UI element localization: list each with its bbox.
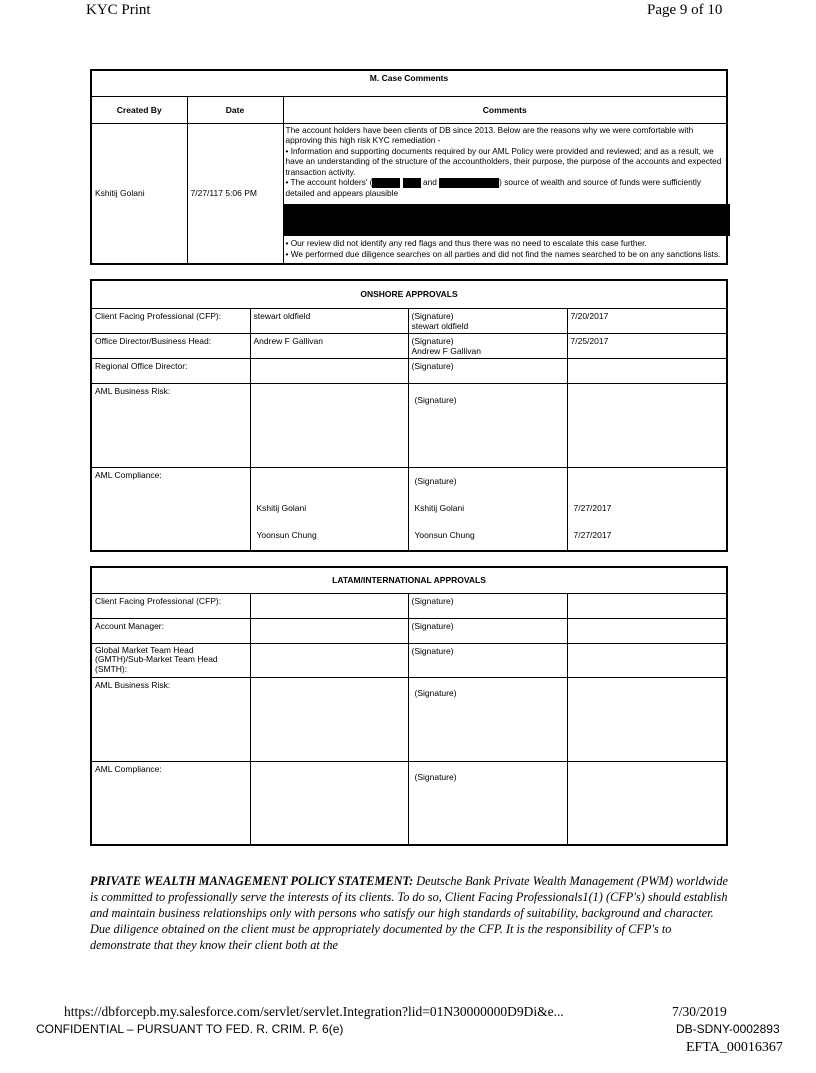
document-title: KYC Print — [86, 2, 151, 18]
approval-row — [91, 677, 727, 761]
signature-label: (Signature) — [408, 358, 567, 383]
approval-row — [91, 761, 727, 845]
approver-name — [250, 761, 408, 845]
approval-date: 7/25/2017 — [567, 333, 727, 358]
comment-bullet-wealth-c: ) source of wealth and source of funds were sufficiently detailed and appears plausible — [285, 177, 702, 198]
column-created-by: Created By — [91, 96, 187, 123]
policy-statement — [90, 873, 730, 953]
approval-row — [91, 383, 727, 467]
comment-intro: The account holders have been clients of DB since 2013. Below are the reasons why we were comfortable with approving this high risk KYC remediation - — [285, 124, 694, 145]
approval-date — [567, 383, 727, 467]
onshore-approvals-table — [90, 279, 728, 552]
latam-title: LATAM/INTERNATIONAL APPROVALS — [91, 567, 727, 593]
column-comments: Comments — [283, 96, 727, 123]
approval-row — [91, 618, 727, 643]
approval-role: AML Business Risk: — [91, 383, 250, 467]
confidential-notice: CONFIDENTIAL – PURSUANT TO FED. R. CRIM. P. 6(e) — [36, 1022, 344, 1036]
approver-name — [250, 383, 408, 467]
approver-names — [250, 467, 408, 551]
approval-row — [91, 333, 727, 358]
approver-name — [250, 618, 408, 643]
signature-label: (Signature) — [408, 761, 567, 845]
approval-role: Client Facing Professional (CFP): — [91, 593, 250, 618]
approval-role: AML Business Risk: — [91, 677, 250, 761]
signature-name: Yoonsun Chung — [414, 529, 475, 540]
signature-label: (Signature) — [408, 677, 567, 761]
signature-label: (Signature) — [411, 310, 454, 321]
approval-dates — [567, 467, 727, 551]
signature-label: (Signature) — [408, 383, 567, 467]
policy-heading: PRIVATE WEALTH MANAGEMENT POLICY STATEMENT: — [90, 874, 414, 888]
approval-role: Client Facing Professional (CFP): — [91, 308, 250, 333]
signature-label: (Signature) — [408, 643, 567, 677]
approval-row — [91, 358, 727, 383]
comment-bullet-wealth — [286, 177, 725, 198]
column-date: Date — [187, 96, 283, 123]
approver-name: Kshitij Golani — [256, 502, 307, 513]
approver-name: Yoonsun Chung — [256, 529, 317, 540]
approval-role: AML Compliance: — [91, 467, 250, 551]
approval-date — [567, 761, 727, 845]
approver-name — [250, 643, 408, 677]
approver-name — [250, 358, 408, 383]
approver-name: stewart oldfield — [250, 308, 408, 333]
print-date: 7/30/2019 — [672, 1004, 727, 1019]
signature-name: stewart oldfield — [411, 320, 469, 331]
redaction-box — [439, 178, 499, 188]
signature-label: (Signature) — [408, 593, 567, 618]
approval-row — [91, 467, 727, 551]
approval-date — [567, 643, 727, 677]
approval-row — [91, 593, 727, 618]
comment-author: Kshitij Golani — [91, 123, 187, 264]
signature-cell — [408, 467, 567, 551]
approver-name — [250, 593, 408, 618]
redaction-box — [372, 178, 400, 188]
case-comments-title: M. Case Comments — [91, 70, 727, 96]
signature-label: (Signature) — [408, 618, 567, 643]
case-comments-table — [90, 69, 728, 265]
comment-text — [283, 123, 727, 264]
efta-number: EFTA_00016367 — [686, 1040, 783, 1055]
approval-row — [91, 308, 727, 333]
approval-role: AML Compliance: — [91, 761, 250, 845]
approval-date — [567, 618, 727, 643]
signature-label: (Signature) — [414, 475, 457, 486]
approval-date: 7/20/2017 — [567, 308, 727, 333]
approval-date: 7/27/2017 — [573, 502, 612, 513]
approval-date: 7/27/2017 — [573, 529, 612, 540]
comment-bullet-documents: • Information and supporting documents required by our AML Policy were provided and reviewed; and as a result, we have an understanding of the structure of the accountholders, their purpose, the purpose of the accounts and expected transaction activity. — [285, 145, 722, 177]
comment-date: 7/27/117 5:06 PM — [187, 123, 283, 264]
approval-date — [567, 677, 727, 761]
approver-name: Andrew F Gallivan — [250, 333, 408, 358]
bates-number: DB-SDNY-0002893 — [676, 1022, 780, 1036]
comment-bullet-red-flags: • Our review did not identify any red flags and thus there was no need to escalate this case further. — [285, 238, 647, 249]
redaction-block — [284, 204, 730, 236]
approval-role: Account Manager: — [91, 618, 250, 643]
approval-role: Global Market Team Head (GMTH)/Sub-Market Team Head (SMTH): — [91, 643, 250, 677]
approver-name — [250, 677, 408, 761]
approval-date — [567, 358, 727, 383]
comment-bullet-wealth-a: • The account holders' ( — [285, 177, 373, 187]
signature-name: Andrew F Gallivan — [411, 345, 481, 356]
approval-role: Regional Office Director: — [91, 358, 250, 383]
comment-bullet-wealth-b: and — [423, 177, 437, 187]
redaction-box — [403, 178, 421, 188]
signature-name: Kshitij Golani — [414, 502, 465, 513]
signature-cell — [408, 308, 567, 333]
comment-bullet-sanctions: • We performed due diligence searches on all parties and did not find the names searched to be on any sanctions lists. — [285, 248, 721, 259]
source-url: https://dbforcepb.my.salesforce.com/servlet/servlet.Integration?lid=01N30000000D9Di&e... — [64, 1004, 564, 1019]
signature-cell — [408, 333, 567, 358]
policy-body: Deutsche Bank Private Wealth Management (PWM) worldwide is committed to professionally serve the interests of its clients. To do so, Client Facing Professionals1(1) (CFP's) should establish and maintain business relationships only with persons who satisfy our high standards of suitability, background and character. Due diligence obtained on the client must be appropriately documented by the CFP. It is the responsibility of CFP's to demonstrate that they know their client both at the — [90, 874, 728, 952]
approval-date — [567, 593, 727, 618]
latam-approvals-table — [90, 566, 728, 846]
onshore-title: ONSHORE APPROVALS — [91, 280, 727, 308]
approval-role: Office Director/Business Head: — [91, 333, 250, 358]
page-number: Page 9 of 10 — [647, 2, 723, 18]
signature-label: (Signature) — [411, 335, 454, 346]
approval-row — [91, 643, 727, 677]
